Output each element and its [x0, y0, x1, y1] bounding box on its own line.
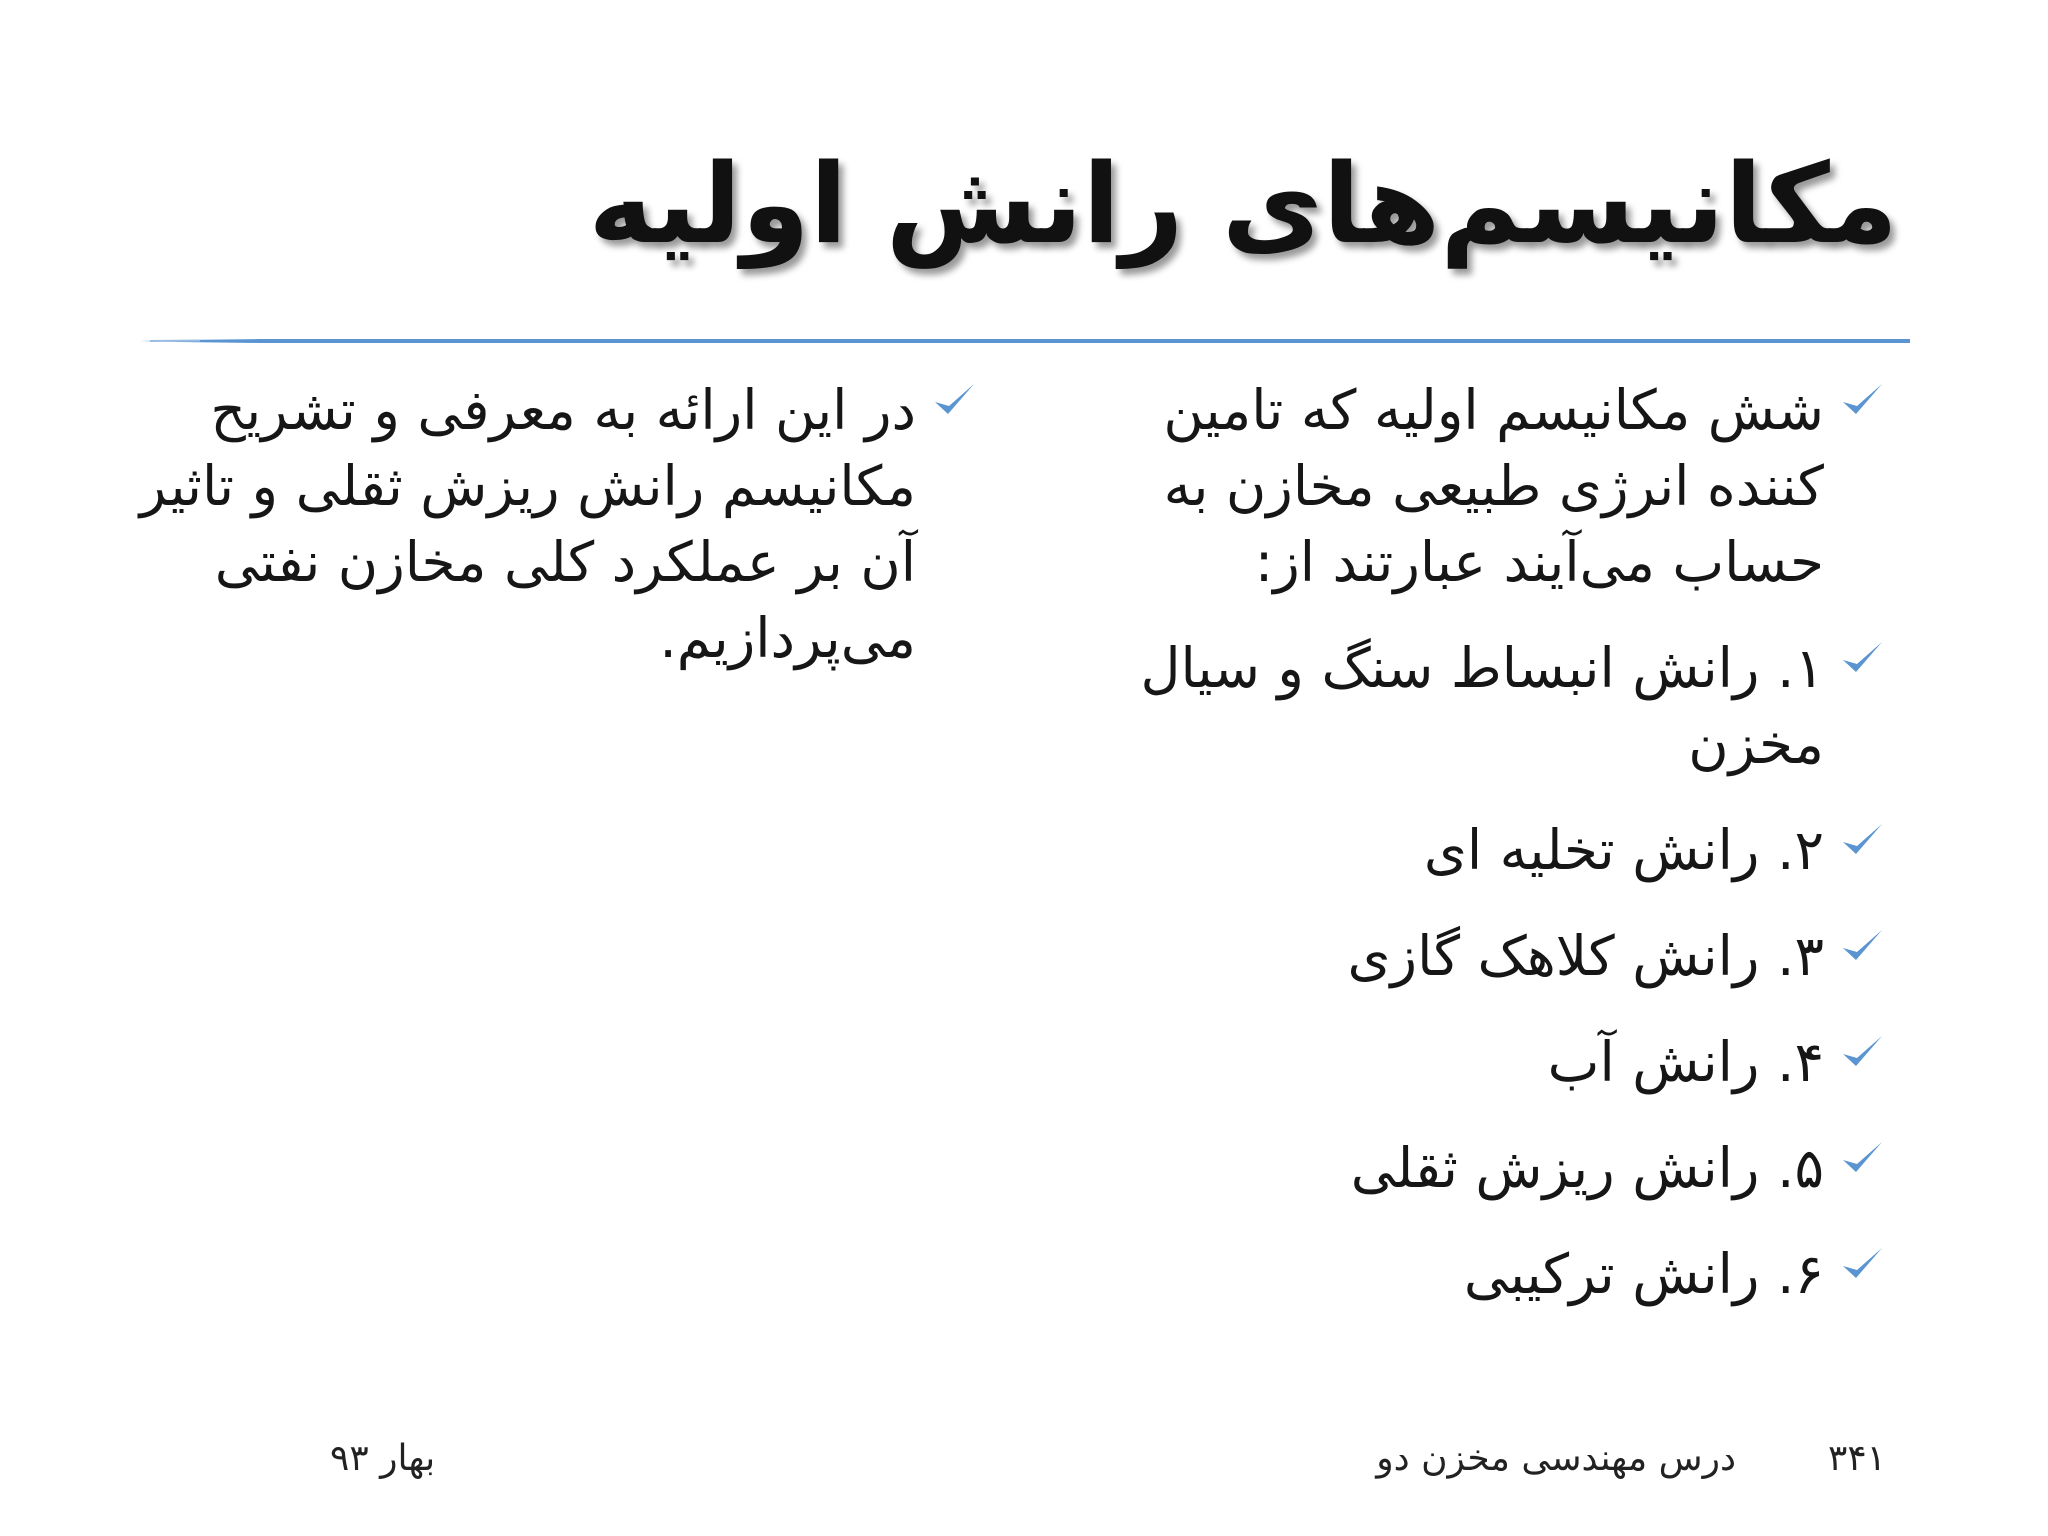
check-icon	[1838, 1240, 1886, 1288]
list-item	[138, 372, 978, 676]
list-item	[1086, 918, 1886, 994]
check-icon	[1838, 1028, 1886, 1076]
slide-number: ۳۴۱	[1827, 1438, 1886, 1479]
primary-drive-list	[1086, 372, 1886, 1312]
check-icon	[1838, 922, 1886, 970]
check-icon	[1838, 376, 1886, 424]
list-item	[1086, 812, 1886, 888]
list-item-text: ۵. رانش ریزش ثقلی	[1350, 1136, 1824, 1200]
list-item-text: ۴. رانش آب	[1547, 1030, 1824, 1094]
footer-term: بهار ۹۳	[330, 1438, 436, 1479]
list-item	[1086, 372, 1886, 600]
list-item-text: در این ارائه به معرفی و تشریح مکانیسم رانش ریزش ثقلی و تاثیر آن بر عملکرد کلی مخازن نفتی می‌پردازیم.	[139, 378, 916, 670]
list-item	[1086, 1236, 1886, 1312]
check-icon	[930, 376, 978, 424]
list-item-text: ۲. رانش تخلیه ای	[1423, 818, 1824, 882]
list-item-text: ۶. رانش ترکیبی	[1463, 1242, 1824, 1306]
title-divider	[140, 334, 1910, 348]
intro-paragraph	[138, 372, 978, 676]
list-item-text: ۳. رانش کلاهک گازی	[1347, 924, 1824, 988]
list-item	[1086, 1024, 1886, 1100]
check-icon	[1838, 1134, 1886, 1182]
check-icon	[1838, 816, 1886, 864]
list-item-text: شش مکانیسم اولیه که تامین کننده انرژی طبیعی مخازن به حساب می‌آیند عبارتند از:	[1163, 378, 1824, 594]
footer-course-name: درس مهندسی مخزن دو	[1376, 1438, 1736, 1479]
check-icon	[1838, 634, 1886, 682]
slide-title: مکانیسم‌های رانش اولیه	[588, 140, 1898, 268]
list-item-text: ۱. رانش انبساط سنگ و سیال مخزن	[1140, 636, 1824, 776]
list-item	[1086, 630, 1886, 782]
list-item	[1086, 1130, 1886, 1206]
